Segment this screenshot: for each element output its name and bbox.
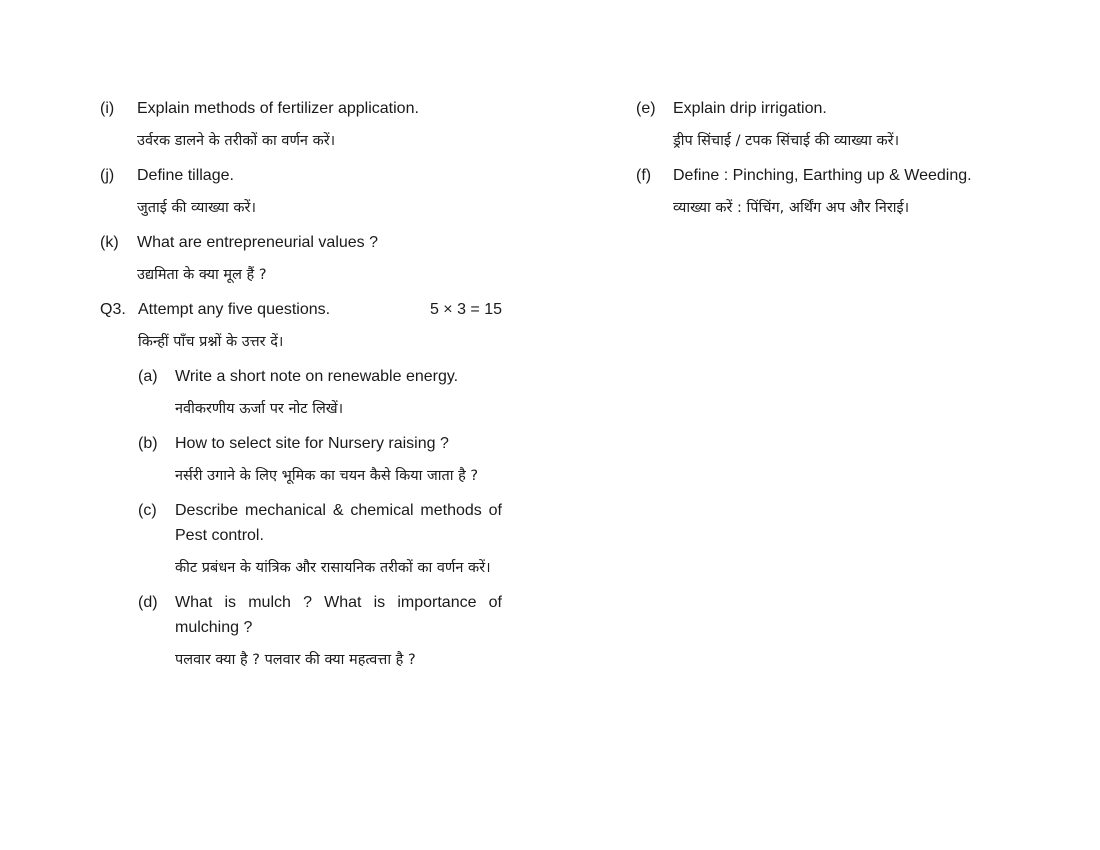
question-item [636,163,1016,220]
question-body [673,163,1016,220]
question-text-english: Describe mechanical & chemical methods of Pest control. [175,502,502,544]
section-q3 [100,297,502,354]
question-body [175,364,502,421]
question-label: (a) [138,368,158,385]
question-label: (b) [138,435,158,452]
question-text-english: Explain drip irrigation. [673,100,827,117]
question-body [673,96,1016,153]
question-text-english: What is mulch ? What is importance of mulching ? [175,594,502,636]
question-text-hindi: जुताई की व्याख्या करें। [137,200,256,216]
question-body [137,230,502,287]
question-text-english: Write a short note on renewable energy. [175,368,459,385]
question-item [100,96,502,153]
question-text-english: Define tillage. [137,167,234,184]
question-text-hindi: व्याख्या करें : पिंचिंग, अर्थिंग अप और निराई। [673,200,910,216]
section-number: Q3. [100,301,126,318]
question-body [175,498,502,580]
question-text-english: Define : Pinching, Earthing up & Weeding. [673,167,972,184]
question-item [138,498,502,580]
q3-subquestions [138,364,502,672]
question-text-hindi: कीट प्रबंधन के यांत्रिक और रासायनिक तरीकों का वर्णन करें। [175,560,491,576]
question-text-english: What are entrepreneurial values ? [137,234,379,251]
question-body [175,590,502,672]
question-item [636,96,1016,153]
question-text-hindi: पलवार क्या है ? पलवार की क्या महत्वत्ता है ? [175,652,416,668]
question-label: (e) [636,100,656,117]
question-text-hindi: ड्रीप सिंचाई / टपक सिंचाई की व्याख्या करें। [673,133,900,149]
question-label: (i) [100,100,115,117]
left-column [100,96,502,682]
question-item [138,364,502,421]
section-header [100,297,502,322]
question-body [137,96,502,153]
question-label: (j) [100,167,115,184]
question-label: (k) [100,234,119,251]
section-marks: 5 × 3 = 15 [429,301,502,318]
right-column [636,96,1016,230]
question-item [100,163,502,220]
question-text-english: Explain methods of fertilizer application. [137,100,419,117]
question-item [138,431,502,488]
question-body [137,163,502,220]
question-text-hindi: उद्यमिता के क्या मूल हैं ? [137,267,267,283]
question-text-english: How to select site for Nursery raising ? [175,435,449,452]
question-body [175,431,502,488]
section-instruction: Attempt any five questions. [138,301,331,318]
question-text-hindi: उर्वरक डालने के तरीकों का वर्णन करें। [137,133,336,149]
question-item [138,590,502,672]
question-item [100,230,502,287]
question-label: (c) [138,502,157,519]
section-instruction-hindi: किन्हीं पाँच प्रश्नों के उत्तर दें। [138,334,284,350]
question-text-hindi: नवीकरणीय ऊर्जा पर नोट लिखें। [175,401,344,417]
question-label: (f) [636,167,652,184]
question-label: (d) [138,594,158,611]
question-text-hindi: नर्सरी उगाने के लिए भूमिक का चयन कैसे किया जाता है ? [175,468,479,484]
